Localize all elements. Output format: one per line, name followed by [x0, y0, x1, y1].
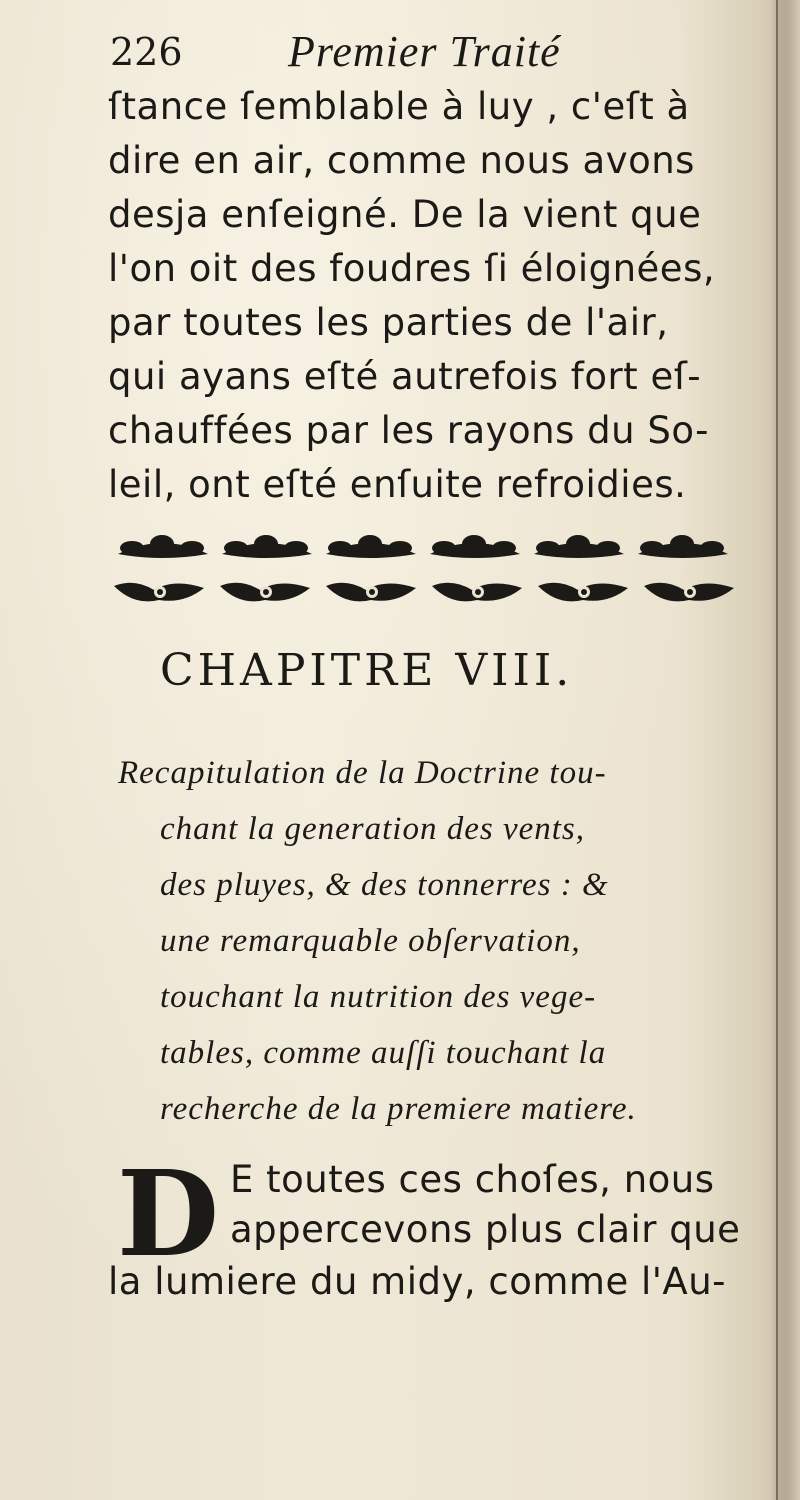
opening-paragraph: [108, 1144, 758, 1318]
summary-line: touchant la nutrition des vege-: [160, 979, 597, 1015]
summary-line: chant la generation des vents,: [160, 811, 586, 847]
text-line: l'on oit des foudres ſi éloignées,: [108, 247, 716, 290]
drop-cap: D: [116, 1144, 220, 1283]
summary-line: Recapitulation de la Doctrine tou-: [118, 755, 607, 791]
chapter-summary: [118, 745, 768, 1137]
fleuron-row-icon: [110, 574, 750, 610]
text-line: leil, ont eſté enſuite refroidies.: [108, 463, 687, 506]
text-line: la lumiere du midy, comme l'Au-: [108, 1260, 727, 1303]
ornament-band-top: [110, 528, 750, 564]
text-line: dire en air, comme nous avons: [108, 139, 695, 182]
page-header: [110, 24, 670, 84]
chapter-heading: CHAPITRE VIII.: [160, 645, 574, 696]
text-line: qui ayans eſté autrefois fort eſ-: [108, 355, 702, 398]
summary-line: une remarquable obſervation,: [160, 923, 581, 959]
gutter-edge: [776, 0, 778, 1500]
summary-line: tables, comme auſſi touchant la: [160, 1035, 607, 1071]
running-title: Premier Traité: [288, 27, 561, 76]
page-gutter: [770, 0, 800, 1500]
text-line: E toutes ces choſes, nous: [230, 1158, 715, 1201]
text-line: desja enſeigné. De la vient que: [108, 193, 702, 236]
text-line: appercevons plus clair que: [230, 1208, 741, 1251]
body-paragraph: [108, 80, 758, 512]
summary-line: recherche de la premiere matiere.: [160, 1091, 637, 1127]
ornament-band-bottom: [110, 574, 750, 610]
text-line: ſtance ſemblable à luy , c'eſt à: [108, 85, 690, 128]
summary-line: des pluyes, & des tonnerres : &: [160, 867, 609, 903]
fleuron-row-icon: [110, 528, 750, 564]
page-number: 226: [110, 30, 183, 74]
text-line: par toutes les parties de l'air,: [108, 301, 669, 344]
text-line: chauffées par les rayons du So-: [108, 409, 710, 452]
